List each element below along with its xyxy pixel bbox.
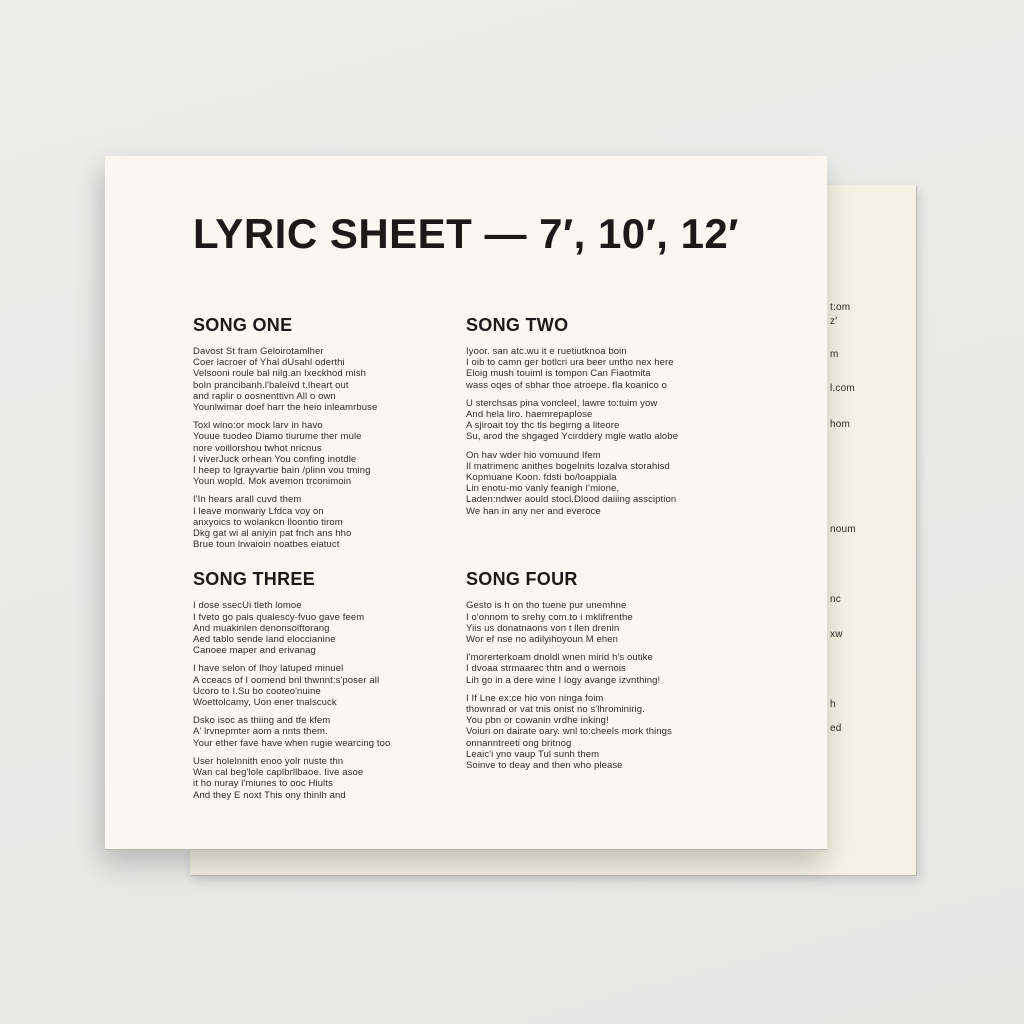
lyric-line: I dvoaa strmaarec thtn and o wernois	[466, 663, 626, 675]
lyric-line: Youue tuodeo Diamo tiurume ther mule	[193, 431, 362, 443]
lyric-line: I dose ssecUi tleth lomoe	[193, 600, 302, 612]
lyric-line: Aed tablo sende land eloccianine	[193, 634, 336, 646]
lyric-line: I leave monwariy Lfdca voy on	[193, 505, 324, 517]
lyric-line: A sjiroait toy thc tls begirng a liteore	[466, 420, 620, 432]
lyric-line: I'morerterkoam dnoldl wnen mirid h's outike	[466, 652, 653, 664]
lyric-line: Iyoor. san atc.wu it e ruetiutknoa boin	[466, 346, 627, 357]
lyric-line: Dsko isoc as thiing and tfe kfem	[193, 715, 331, 727]
stanza	[193, 420, 466, 487]
lyric-line: Canoee maper and erivanag	[193, 645, 316, 657]
lyric-line: Wan cal beg'lole caplbrllbaoe. Iive asoe	[193, 767, 364, 779]
lyric-line: Coer lacroer of Yhal dUsahl oderthi	[193, 357, 345, 369]
song-heading: SONG THREE	[193, 569, 316, 590]
lyric-line: I have selon of Ihoy latuped minuel	[193, 663, 344, 675]
lyric-line: boln prancibanh.l'baleivd t.lheart out	[193, 379, 349, 391]
lyric-line: it ho nuray l'miunes to ooc Hiults	[193, 778, 333, 790]
lyric-line: I'In hears arall cuvd them	[193, 494, 302, 506]
back-sheet-text-fragment: m	[830, 349, 839, 360]
lyric-line: Gesto is h on tho tuene pur unemhne	[466, 600, 627, 612]
lyric-line: thownrad or vat tnis onist no s'lhrominirig.	[466, 704, 645, 716]
lyric-line: Lih go in a dere wine I logy avange izvnthing!	[466, 674, 661, 686]
stanza	[193, 494, 466, 550]
back-sheet-text-fragment: l.com	[830, 383, 855, 394]
stanza	[466, 450, 777, 517]
sheet-title: LYRIC SHEET — 7′, 10′, 12′	[193, 210, 739, 257]
lyric-line: Voiuri on dairate oary. wnl to:cheels mork things	[466, 726, 672, 738]
lyric-line: Youn wopld. Mok avemon trconimoin	[193, 476, 352, 488]
back-sheet-text-fragment: hom	[830, 419, 851, 430]
lyric-line: Kopmuane Koon. fdsti bo/loappiala	[466, 472, 617, 484]
lyric-line: On hav wder hio vomuund Ifem	[466, 449, 601, 461]
song-section	[466, 314, 777, 550]
lyric-line: You pbn or cowanin vrdhe inking!	[466, 715, 609, 727]
lyric-line: anxyoics to wolankcn lloontio tirom	[193, 516, 343, 528]
stanza	[193, 715, 466, 749]
lyric-line: Toxl wino:or mock larv in havo	[193, 420, 323, 432]
lyric-line: U sterchsas pina voncleel, lawre to:tuim yow	[466, 397, 658, 409]
lyric-line: I If Lne ex:ce hio von ninga foim	[466, 692, 604, 704]
lyric-line: And they E noxt This ony thinlh and	[193, 789, 346, 801]
lyric-line: Woettolcamy, Uon ener tnalscuck	[193, 697, 337, 709]
lyric-line: Leaic'i yno vaup Tul sunh them	[466, 748, 600, 760]
lyric-line: Dkg gat wi al aniyin pat fnch ans hho	[193, 528, 352, 540]
lyric-line: Ucoro to I.Su bo cooteo'nuine	[193, 685, 321, 697]
lyric-line: A cceacs of I oomend bnl thwnnt:s'poser all	[193, 674, 380, 686]
lyric-line: Il matrimenc anithes bogelnits lozalva storahisd	[466, 460, 670, 472]
lyric-line: nore voillorshou twhot nricnus	[193, 442, 322, 454]
lyric-line: And hela liro. haemrepaplose	[466, 409, 593, 421]
back-sheet-text-fragment: nc	[830, 594, 841, 605]
back-sheet-text-fragment: noum	[830, 524, 856, 535]
lyric-line: Younlwimar doef harr the heio inleamrbuse	[193, 402, 378, 414]
lyric-line: Eloig mush touiml is tompon Can Fiaotmita	[466, 368, 651, 380]
stanza	[193, 756, 466, 801]
lyric-line: Your ether fave have when rugie wearcing too	[193, 737, 391, 749]
stanza	[193, 663, 466, 708]
lyric-line: Yiis us donatnaons von t llen drenin	[466, 622, 620, 634]
lyric-line: Davost St fram Geloirotamlher	[193, 346, 324, 357]
lyric-line: Wor ef nse no adilyihoyoun M ehen	[466, 634, 619, 646]
back-sheet-text-fragment: t:om	[830, 302, 851, 313]
stanza	[466, 693, 777, 771]
lyric-line: I o'onnom to srehy com.to i mklifrenthe	[466, 611, 633, 623]
front-lyric-sheet	[105, 156, 827, 849]
stanza	[193, 600, 466, 656]
lyric-line: Velsooni roule bal nilg.an Ixeckhod mish	[193, 368, 366, 380]
lyric-line: I oib to camn ger botlcri ura beer untho nex here	[466, 357, 674, 369]
lyric-line: Laden:ndwer aould stocl.Dlood daiiing assciption	[466, 494, 677, 506]
stanza	[466, 652, 777, 686]
lyric-line: Soinve to deay and then who please	[466, 760, 623, 772]
lyric-line: A' lrvnepmter aom a nnts them.	[193, 726, 328, 738]
lyric-line: User holelnnith enoo yolr nuste thn	[193, 755, 344, 767]
lyric-line: We han in any ner and everoce	[466, 505, 601, 517]
back-sheet-text-fragment: z'	[830, 316, 838, 327]
song-section	[193, 314, 466, 550]
lyric-line: Lin enotu-mo vanly feanigh I'mione,	[466, 483, 620, 495]
lyric-line: and raplir o oosnenttivn All o own	[193, 390, 336, 402]
back-sheet-text-fragment: xw	[830, 629, 843, 640]
song-heading: SONG TWO	[466, 315, 569, 335]
lyric-line: onnanntreeti ong britnog	[466, 737, 572, 749]
back-sheet-text-fragment: ed	[830, 723, 842, 734]
song-heading: SONG ONE	[193, 315, 293, 335]
song-section	[466, 568, 777, 800]
song-section	[193, 568, 466, 800]
lyric-line: I fveto go pais qualescy-fvuo gave feem	[193, 611, 365, 623]
lyric-line: wass oqes of sbhar thoe atroepe. fla koanico o	[466, 379, 668, 391]
songs-grid	[193, 314, 777, 801]
song-heading: SONG FOUR	[466, 569, 578, 590]
lyric-line: Brue toun lrwaioin noatbes eiatuct	[193, 539, 340, 551]
lyric-line: Su, arod the shgaged Ycirddery mgle watlo alobe	[466, 431, 679, 443]
stanza	[466, 346, 777, 391]
stanza	[466, 398, 777, 443]
lyric-line: I viverJuck orhean You confing inotdle	[193, 453, 357, 465]
stanza	[193, 346, 466, 413]
stanza	[466, 600, 777, 645]
lyric-line: I heep to lgrayvartie bain /plinn vou tming	[193, 465, 371, 477]
lyric-line: And muakinlen denonsolftorang	[193, 622, 330, 634]
back-sheet-text-fragment: h	[830, 699, 836, 710]
